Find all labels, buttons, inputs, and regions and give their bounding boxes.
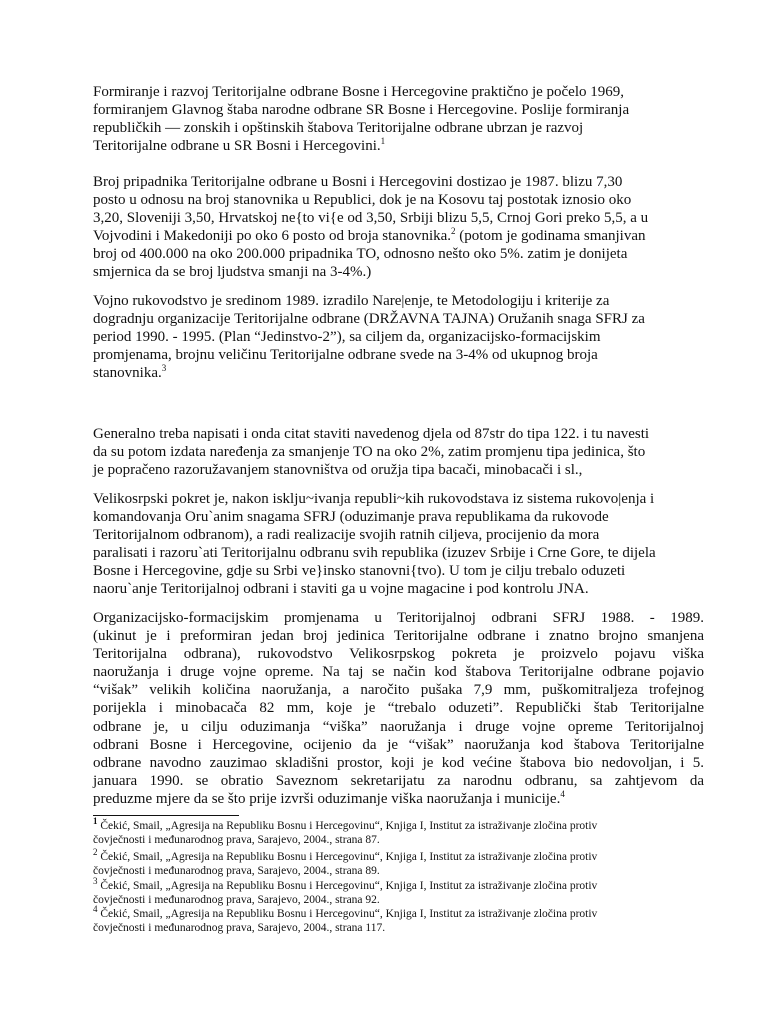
text-fragment: Vojvodini i Makedoniji po oko 6 posto od broja stanovnika. (93, 228, 452, 245)
footnote-line (93, 816, 704, 833)
footnote-ref-1: 1 (380, 136, 386, 147)
footnote-line: čovječnosti i međunarodnog prava, Sarajevo, 2004., strana 87. (93, 834, 380, 847)
footnote-ref-2: 2 (451, 226, 456, 237)
text-line: promjenama, brojnu veličinu Teritorijalne odbrane svede na 3-4% od ukupnog broja (93, 347, 598, 364)
text-line: odbrane je, u cilju oduzimanja “viška” naoružanja i druge vojne opreme Teritorijalnoj (93, 718, 704, 735)
text-line: porijekla i minobacača 82 mm, koje je “trebalo oduzeti”. Republički štab Teritorijalne (93, 700, 704, 717)
text-line: republičkih — zonskih i opštinskih štabova Teritorijalne odbrane ubrzan je razvoj (93, 120, 584, 137)
footnote-line: čovječnosti i međunarodnog prava, Sarajevo, 2004., strana 117. (93, 922, 386, 935)
footnote-number: 4 (93, 904, 98, 915)
text-line: formiranjem Glavnog štaba narodne odbrane SR Bosne i Hercegovine. Poslije formiranja (93, 102, 630, 119)
footnote-separator (93, 815, 239, 816)
text-line: naoružanja i druge vojne opreme. Na taj se način kod štabova Teritorijalne odbrane pojavio (93, 664, 704, 681)
text-fragment: stanovnika. (93, 365, 162, 382)
text-line: komandovanja Oru`anim snagama SFRJ (oduzimanje prava republikama da rukovode (93, 509, 609, 526)
text-line (93, 227, 704, 245)
text-line: naoru`anje Teritorijalnoj odbrani i staviti ga u vojne magacine i pod kontrolu JNA. (93, 581, 589, 598)
text-fragment: Teritorijalne odbrane u SR Bosni i Hercegovini. (93, 138, 381, 155)
footnote-line (93, 904, 704, 921)
footnote-4 (93, 904, 704, 936)
text-line: Velikosrpski pokret je, nakon isklju~ivanja republi~kih rukovodstava iz sistema rukovo|enja i (93, 491, 655, 507)
text-line (93, 137, 704, 155)
text-fragment: preduzme mjere da se što prije izvrši oduzimanje viška naoružanja i municije. (93, 790, 561, 807)
text-line: broj od 400.000 na oko 200.000 pripadnika TO, odnosno nešto oko 5%. zatim je donijeta (93, 246, 628, 263)
text-line: paralisati i razoru`ati Teritorijalnu odbranu svih republika (izuzev Srbije i Crne Gore, te dijela (93, 545, 656, 562)
text-line: posto u odnosu na broj stanovnika u Republici, dok je na Kosovu taj postotak iznosio oko (93, 192, 632, 209)
text-line (93, 364, 704, 382)
text-line: Generalno treba napisati i onda citat staviti navedenog djela od 87str do tipa 122. i tu navesti (93, 426, 650, 442)
text-fragment: Čekić, Smail, „Agresija na Republiku Bosnu i Hercegovinu“, Knjiga I, Institut za istraživanje zločina protiv (100, 820, 598, 832)
footnote-1 (93, 816, 704, 848)
text-line: Formiranje i razvoj Teritorijalne odbrane Bosne i Hercegovine praktično je počelo 1969, (93, 84, 624, 100)
footnote-line (93, 876, 704, 893)
paragraph-5 (93, 490, 704, 599)
paragraph-2 (93, 173, 704, 282)
text-line: Teritorijalna odbrana), rukovodstvo Velikosrpskog pokreta je proizvelo pojavu viška (93, 646, 704, 663)
text-line: “višak” velikih količina naoružanja, a naročito pušaka 7,9 mm, puškomitraljeza trofejnog (93, 682, 704, 699)
footnote-number: 3 (93, 876, 98, 887)
text-line: period 1990. - 1995. (Plan “Jedinstvo-2”), sa ciljem da, organizacijsko-formacijskim (93, 329, 601, 346)
footnote-line: čovječnosti i međunarodnog prava, Sarajevo, 2004., strana 89. (93, 865, 380, 878)
footnote-number: 2 (93, 847, 98, 858)
text-line: (ukinut je i preformiran jedan broj jedinica Teritorijalne odbrane i znatno brojno smanjena (93, 628, 704, 645)
text-line (93, 790, 704, 808)
text-line: Broj pripadnika Teritorijalne odbrane u Bosni i Hercegovini dostizao je 1987. blizu 7,30 (93, 174, 623, 190)
footnote-2 (93, 847, 704, 879)
paragraph-4 (93, 425, 704, 479)
footnote-ref-3: 3 (161, 363, 167, 374)
text-fragment: Čekić, Smail, „Agresija na Republiku Bosnu i Hercegovinu“, Knjiga I, Institut za istraživanje zločina protiv (100, 880, 598, 892)
paragraph-6 (93, 609, 704, 808)
text-fragment: Čekić, Smail, „Agresija na Republiku Bosnu i Hercegovinu“, Knjiga I, Institut za istraživanje zločina protiv (100, 851, 598, 863)
footnote-number: 1 (93, 816, 98, 827)
text-line: da su potom izdata naređenja za smanjenje TO na oko 2%, zatim promjenu tipa jedinica, što (93, 444, 646, 461)
text-line: smjernica da se broj ljudstva smanji na 3-4%.) (93, 264, 372, 281)
text-line: Bosne i Hercegovine, gdje su Srbi ve}insko stanovni{tvo). U tom je cilju trebalo oduzeti (93, 563, 626, 580)
text-line: januara 1990. se obratio Saveznom sekretarijatu za narodnu odbranu, sa zahtjevom da (93, 772, 704, 789)
paragraph-1 (93, 83, 704, 155)
footnote-line (93, 847, 704, 864)
footnote-line: čovječnosti i međunarodnog prava, Sarajevo, 2004., strana 92. (93, 894, 380, 907)
text-line: odbrane navodno zauzimao skladišni prostor, koji je kod većine štabova bio nedovoljan, i 5. (93, 754, 704, 771)
text-line: Organizacijsko-formacijskim promjenama u Teritorijalnoj odbrani SFRJ 1988. - 1989. (93, 610, 704, 626)
text-fragment: Čekić, Smail, „Agresija na Republiku Bosnu i Hercegovinu“, Knjiga I, Institut za istraživanje zločina protiv (100, 908, 598, 920)
paragraph-3 (93, 292, 704, 382)
text-line: Vojno rukovodstvo je sredinom 1989. izradilo Nare|enje, te Metodologiju i kriterije za (93, 293, 610, 309)
text-line: odbrani Bosne i Hercegovine, ocijenio da je “višak” naoružanja kod štabova Teritorijalne (93, 736, 704, 753)
text-line: dogradnju organizacije Teritorijalne odbrane (DRŽAVNA TAJNA) Oružanih snaga SFRJ za (93, 311, 645, 328)
text-fragment: (potom je godinama smanjivan (455, 228, 646, 245)
text-line: Teritorijalnom odbranom), a radi realizacije svojih ratnih ciljeva, procijenio da mora (93, 527, 600, 544)
text-line: 3,20, Sloveniji 3,50, Hrvatskoj ne{to vi{e od 3,50, Srbiji blizu 5,5, Crnoj Gori preko 5,5, a u (93, 210, 649, 227)
footnote-3 (93, 876, 704, 908)
text-line: je popračeno razoružavanjem stanovništva od oružja tipa bacači, minobacači i sl., (93, 462, 583, 479)
footnote-ref-4: 4 (560, 788, 565, 799)
